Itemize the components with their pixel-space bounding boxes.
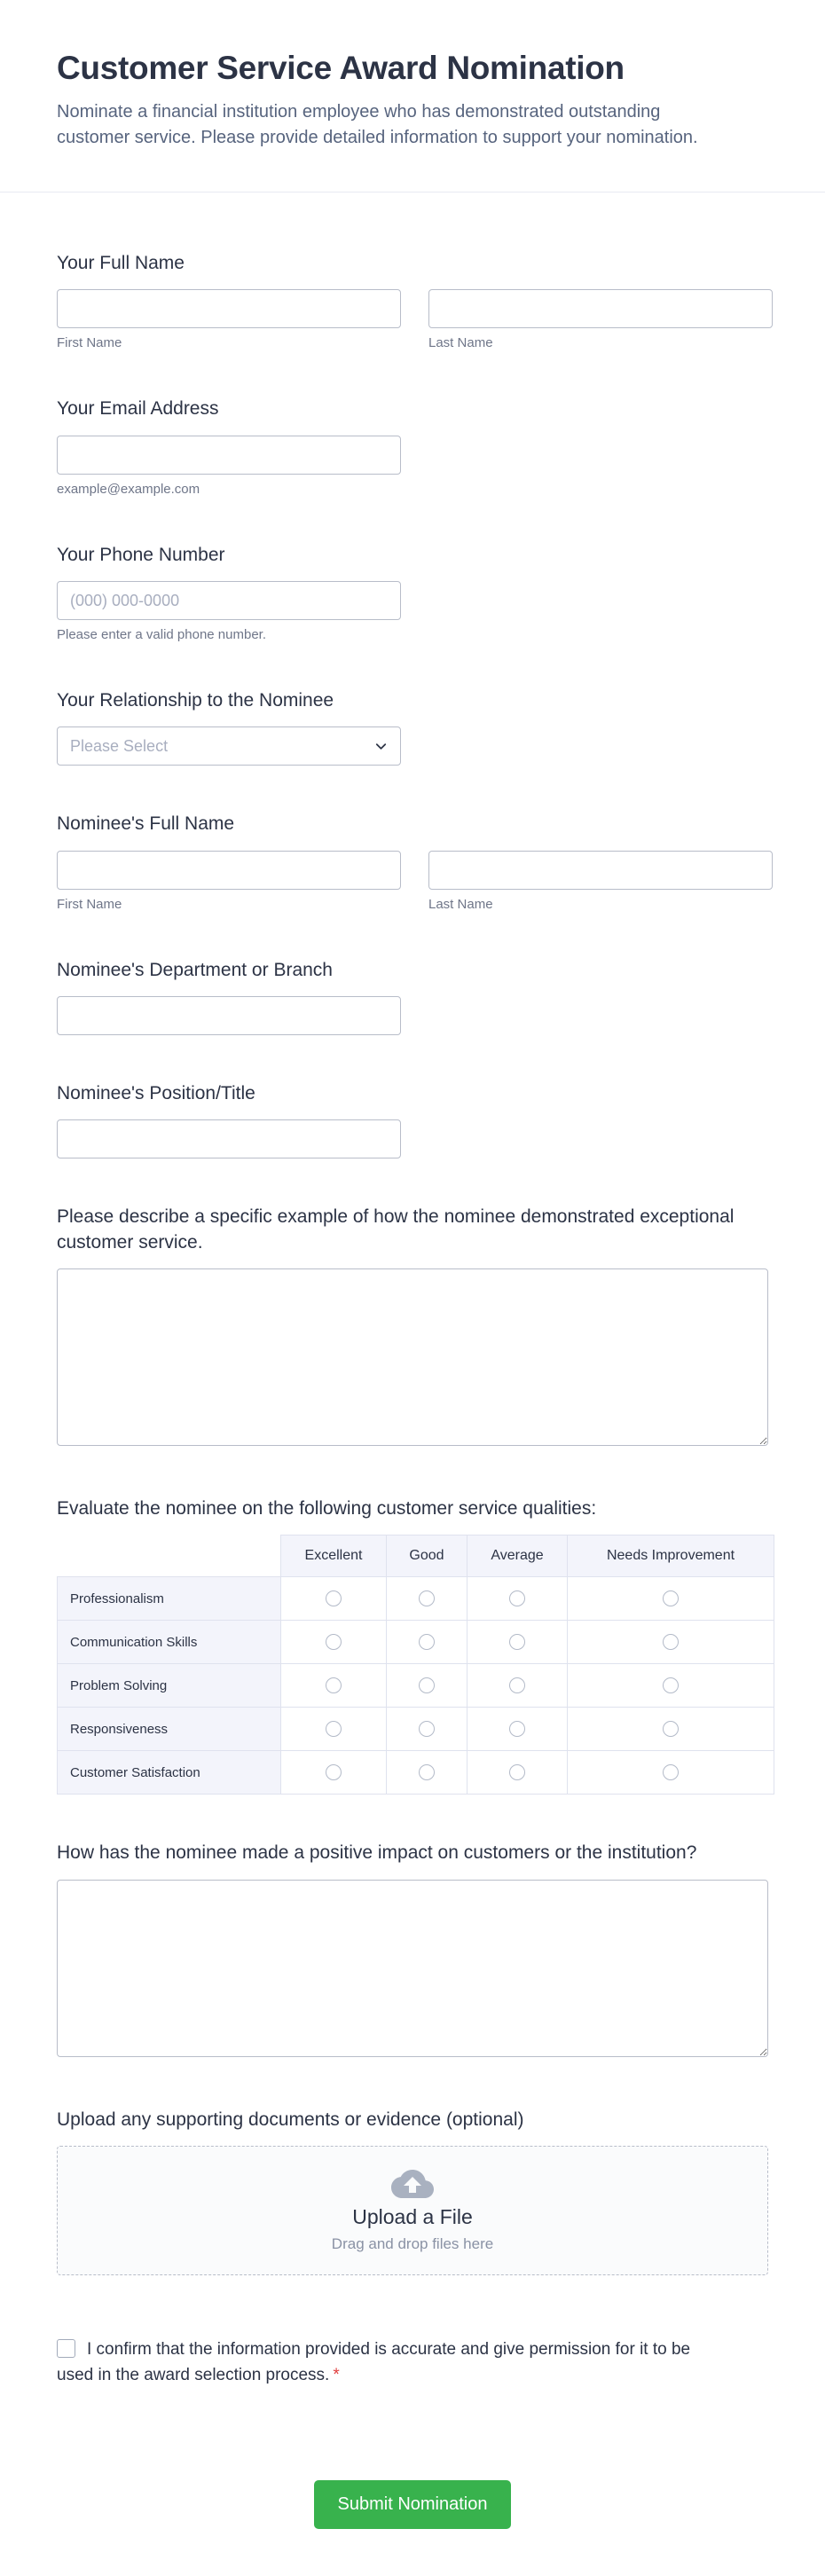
- confirmation-row: [57, 2337, 715, 2388]
- nominee-first-name-input[interactable]: [57, 851, 401, 890]
- field-upload: [57, 2108, 768, 2275]
- radio-communication-skills-average[interactable]: [509, 1634, 525, 1650]
- radio-responsiveness-excellent[interactable]: [326, 1721, 342, 1737]
- matrix-col-header-good: Good: [387, 1535, 468, 1577]
- chevron-down-icon: [373, 738, 389, 755]
- submit-row: [57, 2480, 768, 2576]
- matrix-row-communication-skills: [58, 1621, 774, 1664]
- field-label-phone: Your Phone Number: [57, 544, 225, 565]
- field-position: [57, 1081, 768, 1158]
- field-nominee-full-name: [57, 812, 768, 911]
- form-body: [0, 192, 825, 2576]
- matrix-col-header-excellent: Excellent: [281, 1535, 387, 1577]
- field-department: [57, 958, 768, 1035]
- field-your-full-name: [57, 251, 768, 350]
- matrix-row-responsiveness: [58, 1708, 774, 1751]
- matrix-row-customer-satisfaction: [58, 1751, 774, 1795]
- upload-title: Upload a File: [352, 2205, 473, 2229]
- field-label-relationship: Your Relationship to the Nominee: [57, 690, 334, 711]
- radio-professionalism-good[interactable]: [419, 1590, 435, 1606]
- submit-button[interactable]: Submit Nomination: [314, 2480, 512, 2529]
- field-label-nominee-full-name: Nominee's Full Name: [57, 813, 235, 835]
- field-phone: [57, 543, 768, 642]
- radio-responsiveness-average[interactable]: [509, 1721, 525, 1737]
- radio-problem-solving-good[interactable]: [419, 1677, 435, 1693]
- matrix-row-label: Customer Satisfaction: [58, 1751, 281, 1795]
- form-title: Customer Service Award Nomination: [57, 50, 625, 86]
- relationship-select[interactable]: [57, 726, 401, 766]
- matrix-row-problem-solving: [58, 1664, 774, 1708]
- radio-communication-skills-excellent[interactable]: [326, 1634, 342, 1650]
- form-header: [0, 0, 825, 192]
- your-first-name-input[interactable]: [57, 289, 401, 328]
- radio-communication-skills-needs-improvement[interactable]: [663, 1634, 679, 1650]
- field-label-email: Your Email Address: [57, 398, 219, 420]
- matrix-header-row: [58, 1535, 774, 1577]
- last-name-sublabel: Last Name: [428, 335, 493, 351]
- file-upload-area[interactable]: [57, 2146, 768, 2275]
- your-last-name-input[interactable]: [428, 289, 773, 328]
- field-evaluation-matrix: [57, 1496, 768, 1795]
- upload-hint: Drag and drop files here: [331, 2235, 494, 2253]
- radio-responsiveness-needs-improvement[interactable]: [663, 1721, 679, 1737]
- matrix-col-header-needs-improvement: Needs Improvement: [568, 1535, 774, 1577]
- radio-customer-satisfaction-average[interactable]: [509, 1764, 525, 1780]
- radio-customer-satisfaction-good[interactable]: [419, 1764, 435, 1780]
- field-label-evaluation: Evaluate the nominee on the following customer service qualities:: [57, 1498, 597, 1520]
- radio-communication-skills-good[interactable]: [419, 1634, 435, 1650]
- confirmation-label: I confirm that the information provided is accurate and give permission for it to be used in the award selection process.: [57, 2340, 691, 2384]
- phone-input[interactable]: [57, 581, 401, 620]
- radio-professionalism-needs-improvement[interactable]: [663, 1590, 679, 1606]
- form-subtitle: Nominate a financial institution employee who has demonstrated outstanding customer service. Please provide detailed information to support your nomination.: [57, 102, 698, 147]
- nominee-first-name-sublabel: First Name: [57, 896, 122, 912]
- matrix-row-professionalism: [58, 1577, 774, 1621]
- impact-textarea[interactable]: [57, 1880, 768, 2057]
- nominee-last-name-sublabel: Last Name: [428, 896, 493, 912]
- nominee-last-name-input[interactable]: [428, 851, 773, 890]
- cloud-upload-icon: [391, 2168, 434, 2200]
- email-input[interactable]: [57, 436, 401, 475]
- radio-professionalism-excellent[interactable]: [326, 1590, 342, 1606]
- field-label-upload: Upload any supporting documents or evidence (optional): [57, 2109, 524, 2130]
- matrix-col-header-average: Average: [468, 1535, 568, 1577]
- matrix-corner-cell: [58, 1535, 281, 1577]
- field-label-position: Nominee's Position/Title: [57, 1083, 255, 1104]
- field-example: [57, 1205, 768, 1450]
- field-label-impact: How has the nominee made a positive impact on customers or the institution?: [57, 1842, 697, 1864]
- radio-responsiveness-good[interactable]: [419, 1721, 435, 1737]
- matrix-row-label: Communication Skills: [58, 1621, 281, 1664]
- required-asterisk: *: [333, 2365, 340, 2384]
- field-email: [57, 397, 768, 496]
- relationship-select-value: Please Select: [70, 736, 169, 755]
- matrix-row-label: Responsiveness: [58, 1708, 281, 1751]
- matrix-row-label: Professionalism: [58, 1577, 281, 1621]
- department-input[interactable]: [57, 996, 401, 1035]
- radio-problem-solving-average[interactable]: [509, 1677, 525, 1693]
- radio-customer-satisfaction-needs-improvement[interactable]: [663, 1764, 679, 1780]
- radio-customer-satisfaction-excellent[interactable]: [326, 1764, 342, 1780]
- first-name-sublabel: First Name: [57, 335, 122, 351]
- field-relationship: [57, 688, 768, 766]
- email-sublabel: example@example.com: [57, 481, 200, 497]
- confirmation-checkbox[interactable]: [57, 2339, 75, 2358]
- radio-problem-solving-excellent[interactable]: [326, 1677, 342, 1693]
- matrix-row-label: Problem Solving: [58, 1664, 281, 1708]
- example-textarea[interactable]: [57, 1268, 768, 1446]
- field-label-example: Please describe a specific example of how the nominee demonstrated exceptional customer service.: [57, 1206, 735, 1253]
- position-input[interactable]: [57, 1119, 401, 1158]
- field-label-your-full-name: Your Full Name: [57, 253, 185, 273]
- field-label-department: Nominee's Department or Branch: [57, 959, 333, 980]
- phone-sublabel: Please enter a valid phone number.: [57, 627, 266, 643]
- field-impact: [57, 1841, 768, 2061]
- radio-problem-solving-needs-improvement[interactable]: [663, 1677, 679, 1693]
- radio-professionalism-average[interactable]: [509, 1590, 525, 1606]
- evaluation-matrix: [57, 1535, 774, 1795]
